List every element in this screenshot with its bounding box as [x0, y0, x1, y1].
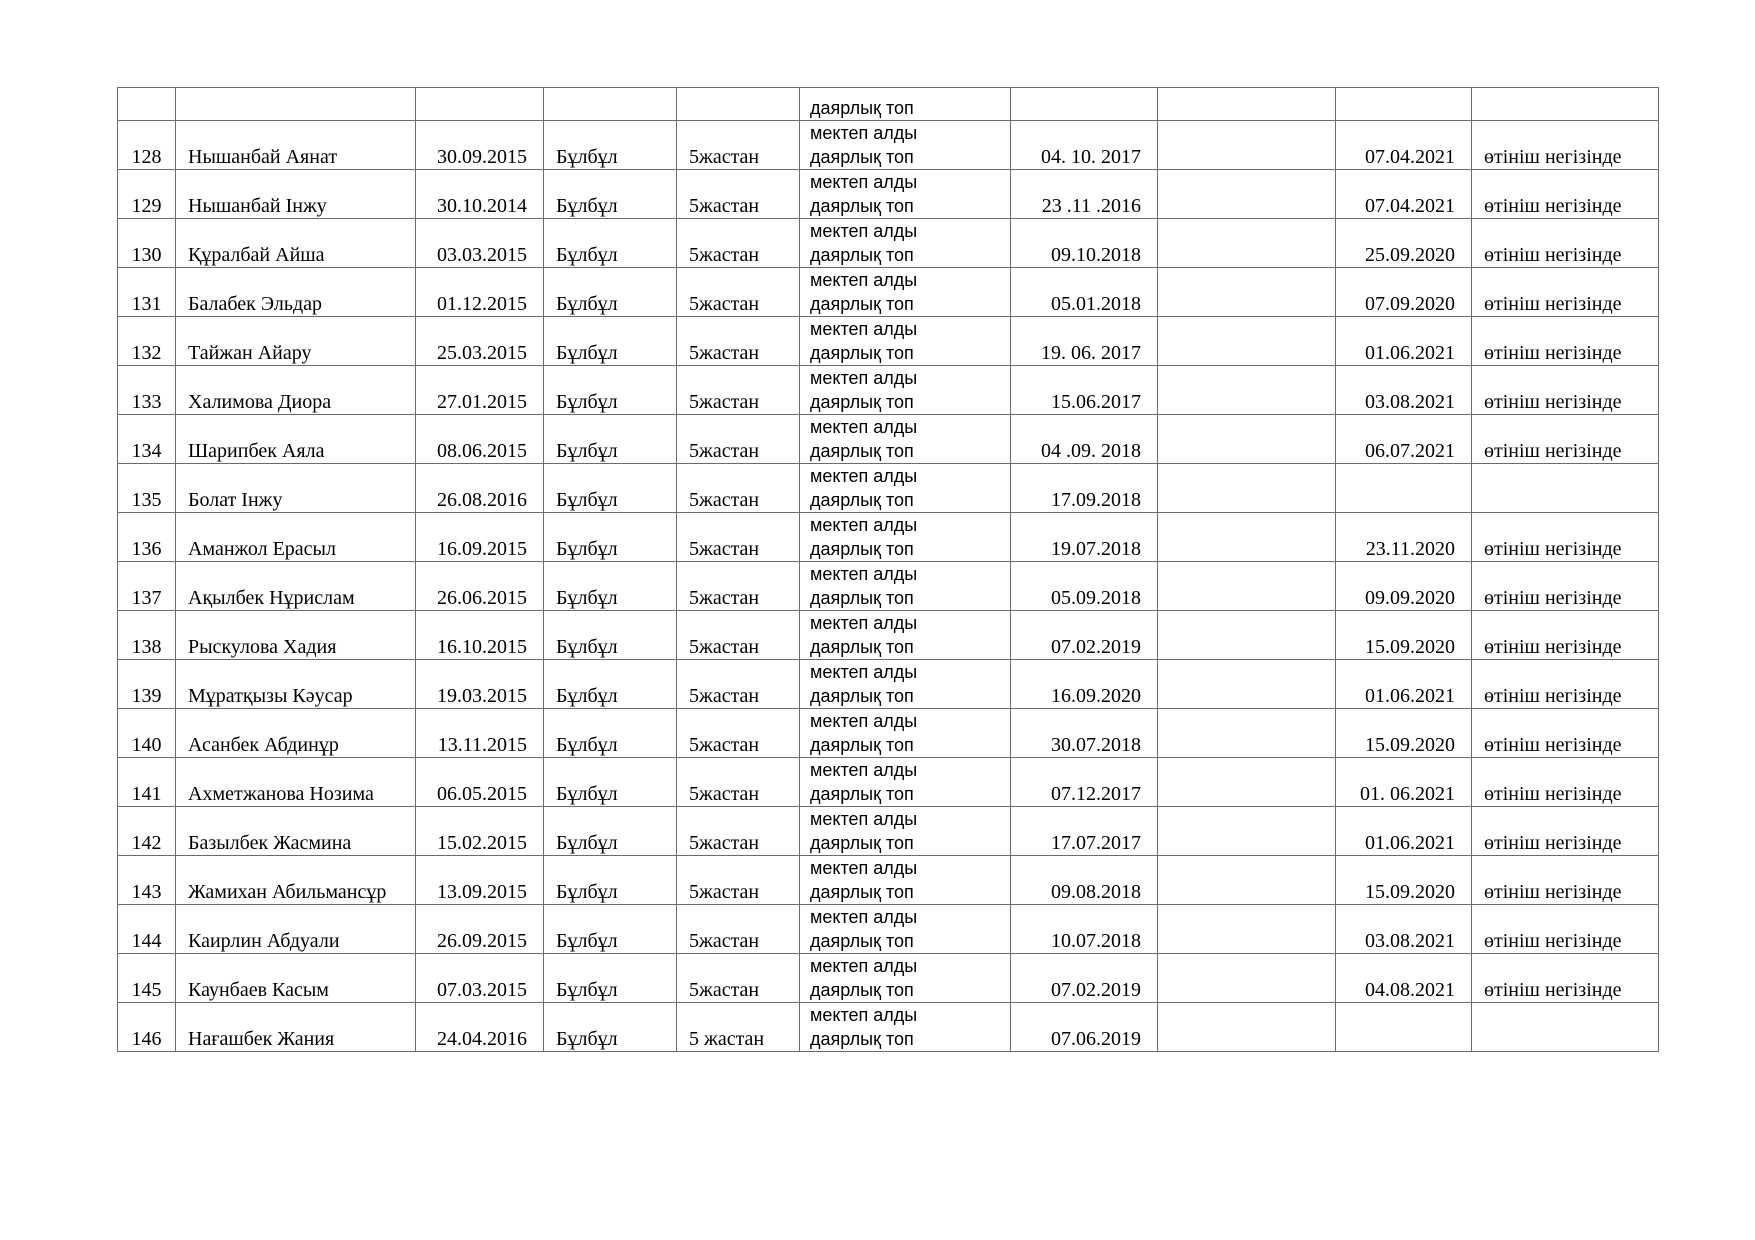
cell-group-type [800, 415, 1011, 464]
cell-age: 5жастан [677, 317, 800, 366]
group-type-line1: мектеп алды [810, 319, 918, 339]
cell-group-type [800, 170, 1011, 219]
cell-birth-date: 30.10.2014 [416, 170, 544, 219]
cell-number: 133 [118, 366, 176, 415]
cell-admitted: 09.10.2018 [1011, 219, 1158, 268]
cell-birth-date: 03.03.2015 [416, 219, 544, 268]
cell-empty [1158, 905, 1336, 954]
cell-admitted: 19. 06. 2017 [1011, 317, 1158, 366]
cell-admitted: 05.09.2018 [1011, 562, 1158, 611]
cell-admitted: 19.07.2018 [1011, 513, 1158, 562]
cell-reason: өтініш негізінде [1472, 170, 1659, 219]
cell-group: Бұлбұл [544, 513, 677, 562]
cell-number: 138 [118, 611, 176, 660]
cell-birth-date: 26.06.2015 [416, 562, 544, 611]
cell-group: Бұлбұл [544, 856, 677, 905]
cell-group: Бұлбұл [544, 121, 677, 170]
group-type-line1: мектеп алды [810, 711, 918, 731]
group-type-line1: мектеп алды [810, 613, 918, 633]
cell-left-date: 09.09.2020 [1336, 562, 1472, 611]
table-row [118, 1003, 1659, 1052]
cell-group-type [800, 758, 1011, 807]
cell-reason [1472, 464, 1659, 513]
cell-empty [1158, 1003, 1336, 1052]
group-type-line2: даярлық топ [810, 784, 914, 804]
group-type-line2: даярлық топ [810, 343, 914, 363]
cell-group: Бұлбұл [544, 366, 677, 415]
cell-name: Ақылбек Нұрислам [176, 562, 416, 611]
cell-name: Нышанбай Аянат [176, 121, 416, 170]
cell-reason: өтініш негізінде [1472, 366, 1659, 415]
cell-group: Бұлбұл [544, 807, 677, 856]
cell-left-date: 03.08.2021 [1336, 366, 1472, 415]
table-row [118, 562, 1659, 611]
cell-group-type [800, 856, 1011, 905]
cell-age: 5жастан [677, 366, 800, 415]
cell-number: 145 [118, 954, 176, 1003]
group-type-line1: мектеп алды [810, 172, 918, 192]
cell-group-type [800, 121, 1011, 170]
group-type-line2: даярлық топ [810, 637, 914, 657]
cell-admitted: 10.07.2018 [1011, 905, 1158, 954]
table-row-continued [118, 88, 1659, 121]
cell-birth-date: 27.01.2015 [416, 366, 544, 415]
cell-birth-date: 16.10.2015 [416, 611, 544, 660]
cell-left-date: 15.09.2020 [1336, 709, 1472, 758]
group-type-line1: мектеп алды [810, 1005, 918, 1025]
cell-group-type [800, 268, 1011, 317]
cell-birth-date: 16.09.2015 [416, 513, 544, 562]
group-type-line2: даярлық топ [810, 441, 914, 461]
cell-empty [1158, 513, 1336, 562]
cell-birth-date: 24.04.2016 [416, 1003, 544, 1052]
cell-age: 5жастан [677, 170, 800, 219]
cell-reason: өтініш негізінде [1472, 219, 1659, 268]
cell-birth-date: 25.03.2015 [416, 317, 544, 366]
cell-age: 5 жастан [677, 1003, 800, 1052]
cell-age [677, 88, 800, 121]
cell-reason: өтініш негізінде [1472, 121, 1659, 170]
cell-group: Бұлбұл [544, 562, 677, 611]
table-row [118, 905, 1659, 954]
cell-reason: өтініш негізінде [1472, 611, 1659, 660]
group-type-line2: даярлық топ [810, 245, 914, 265]
cell-left-date [1336, 464, 1472, 513]
cell-group-type [800, 562, 1011, 611]
cell-group: Бұлбұл [544, 170, 677, 219]
cell-empty [1158, 121, 1336, 170]
cell-group: Бұлбұл [544, 709, 677, 758]
cell-birth-date: 15.02.2015 [416, 807, 544, 856]
table-row [118, 611, 1659, 660]
cell-number: 132 [118, 317, 176, 366]
cell-left-date: 03.08.2021 [1336, 905, 1472, 954]
group-type-line2: даярлық топ [810, 980, 914, 1000]
group-type-line2: даярлық топ [810, 294, 914, 314]
cell-age: 5жастан [677, 415, 800, 464]
cell-age: 5жастан [677, 954, 800, 1003]
cell-group: Бұлбұл [544, 905, 677, 954]
cell-group-type [800, 905, 1011, 954]
cell-reason [1472, 88, 1659, 121]
table-row [118, 219, 1659, 268]
cell-admitted: 16.09.2020 [1011, 660, 1158, 709]
cell-number: 130 [118, 219, 176, 268]
cell-empty [1158, 611, 1336, 660]
cell-age: 5жастан [677, 513, 800, 562]
cell-birth-date: 13.09.2015 [416, 856, 544, 905]
cell-reason: өтініш негізінде [1472, 709, 1659, 758]
cell-group-type [800, 660, 1011, 709]
cell-age: 5жастан [677, 709, 800, 758]
cell-name: Базылбек Жасмина [176, 807, 416, 856]
cell-group-type [800, 317, 1011, 366]
cell-age: 5жастан [677, 660, 800, 709]
cell-empty [1158, 219, 1336, 268]
cell-birth-date: 26.08.2016 [416, 464, 544, 513]
cell-empty [1158, 856, 1336, 905]
cell-reason: өтініш негізінде [1472, 562, 1659, 611]
cell-reason: өтініш негізінде [1472, 807, 1659, 856]
cell-admitted: 17.07.2017 [1011, 807, 1158, 856]
cell-number: 140 [118, 709, 176, 758]
table-row [118, 317, 1659, 366]
cell-empty [1158, 709, 1336, 758]
cell-name: Халимова Диора [176, 366, 416, 415]
group-type-line2: даярлық топ [810, 490, 914, 510]
cell-number: 128 [118, 121, 176, 170]
cell-left-date: 07.04.2021 [1336, 170, 1472, 219]
table-row [118, 513, 1659, 562]
cell-reason: өтініш негізінде [1472, 905, 1659, 954]
cell-age: 5жастан [677, 121, 800, 170]
cell-birth-date: 07.03.2015 [416, 954, 544, 1003]
group-type-line2: даярлық топ [810, 539, 914, 559]
cell-left-date: 07.09.2020 [1336, 268, 1472, 317]
cell-birth-date: 06.05.2015 [416, 758, 544, 807]
cell-number: 143 [118, 856, 176, 905]
group-type-line1: мектеп алды [810, 221, 918, 241]
cell-group: Бұлбұл [544, 611, 677, 660]
cell-empty [1158, 366, 1336, 415]
cell-birth-date: 26.09.2015 [416, 905, 544, 954]
group-type-line2: даярлық топ [810, 1029, 914, 1049]
group-type-line1: мектеп алды [810, 466, 918, 486]
group-type-line1: мектеп алды [810, 907, 918, 927]
cell-name: Ахметжанова Нозима [176, 758, 416, 807]
cell-empty [1158, 317, 1336, 366]
cell-name: Рыскулова Хадия [176, 611, 416, 660]
cell-admitted: 07.02.2019 [1011, 954, 1158, 1003]
cell-age: 5жастан [677, 807, 800, 856]
table-row [118, 268, 1659, 317]
children-register-table [117, 87, 1659, 1052]
cell-group-type [800, 464, 1011, 513]
cell-admitted: 30.07.2018 [1011, 709, 1158, 758]
cell-empty [1158, 758, 1336, 807]
cell-name: Құралбай Айша [176, 219, 416, 268]
group-type-line1: мектеп алды [810, 123, 918, 143]
cell-number: 137 [118, 562, 176, 611]
cell-reason: өтініш негізінде [1472, 268, 1659, 317]
cell-number: 135 [118, 464, 176, 513]
cell-birth-date: 13.11.2015 [416, 709, 544, 758]
cell-age: 5жастан [677, 219, 800, 268]
cell-reason: өтініш негізінде [1472, 660, 1659, 709]
cell-birth-date [416, 88, 544, 121]
cell-number: 146 [118, 1003, 176, 1052]
cell-name: Болат Інжу [176, 464, 416, 513]
group-type-line1: мектеп алды [810, 760, 918, 780]
cell-number: 142 [118, 807, 176, 856]
cell-group: Бұлбұл [544, 219, 677, 268]
table-row [118, 709, 1659, 758]
cell-age: 5жастан [677, 758, 800, 807]
cell-left-date: 04.08.2021 [1336, 954, 1472, 1003]
cell-admitted: 09.08.2018 [1011, 856, 1158, 905]
group-type-line2: даярлық топ [810, 147, 914, 167]
cell-empty [1158, 807, 1336, 856]
cell-group: Бұлбұл [544, 317, 677, 366]
cell-age: 5жастан [677, 856, 800, 905]
cell-name: Мұратқызы Кәусар [176, 660, 416, 709]
group-type-line1: мектеп алды [810, 270, 918, 290]
group-type-line2: даярлық топ [810, 735, 914, 755]
cell-left-date: 01.06.2021 [1336, 317, 1472, 366]
cell-group: Бұлбұл [544, 1003, 677, 1052]
cell-group-type [800, 88, 1011, 121]
table-row [118, 170, 1659, 219]
cell-admitted: 05.01.2018 [1011, 268, 1158, 317]
cell-empty [1158, 415, 1336, 464]
cell-group-type [800, 611, 1011, 660]
cell-age: 5жастан [677, 611, 800, 660]
group-type-line1: мектеп алды [810, 417, 918, 437]
cell-left-date: 07.04.2021 [1336, 121, 1472, 170]
cell-empty [1158, 170, 1336, 219]
cell-left-date: 06.07.2021 [1336, 415, 1472, 464]
cell-age: 5жастан [677, 905, 800, 954]
group-type-line1: мектеп алды [810, 858, 918, 878]
group-type-line2: даярлық топ [810, 882, 914, 902]
cell-empty [1158, 88, 1336, 121]
cell-group: Бұлбұл [544, 415, 677, 464]
cell-left-date: 01. 06.2021 [1336, 758, 1472, 807]
cell-group-type [800, 709, 1011, 758]
cell-birth-date: 30.09.2015 [416, 121, 544, 170]
group-type-line2: даярлық топ [810, 931, 914, 951]
cell-group: Бұлбұл [544, 464, 677, 513]
cell-name: Балабек Эльдар [176, 268, 416, 317]
cell-admitted: 15.06.2017 [1011, 366, 1158, 415]
cell-reason: өтініш негізінде [1472, 415, 1659, 464]
cell-admitted: 07.06.2019 [1011, 1003, 1158, 1052]
cell-name: Тайжан Айару [176, 317, 416, 366]
cell-left-date [1336, 88, 1472, 121]
cell-number: 136 [118, 513, 176, 562]
cell-group [544, 88, 677, 121]
cell-birth-date: 01.12.2015 [416, 268, 544, 317]
cell-number: 134 [118, 415, 176, 464]
cell-empty [1158, 464, 1336, 513]
cell-left-date: 01.06.2021 [1336, 660, 1472, 709]
cell-name: Жамихан Абильмансұр [176, 856, 416, 905]
cell-age: 5жастан [677, 562, 800, 611]
group-type-line1: мектеп алды [810, 515, 918, 535]
cell-admitted: 07.02.2019 [1011, 611, 1158, 660]
table-row [118, 856, 1659, 905]
cell-name: Асанбек Абдинұр [176, 709, 416, 758]
cell-empty [1158, 954, 1336, 1003]
table-row [118, 807, 1659, 856]
group-type-line1: мектеп алды [810, 368, 918, 388]
group-type-line2: даярлық топ [810, 686, 914, 706]
cell-left-date: 15.09.2020 [1336, 856, 1472, 905]
cell-name: Нағашбек Жания [176, 1003, 416, 1052]
table-row [118, 415, 1659, 464]
cell-reason [1472, 1003, 1659, 1052]
cell-group-type [800, 219, 1011, 268]
cell-admitted: 17.09.2018 [1011, 464, 1158, 513]
cell-left-date [1336, 1003, 1472, 1052]
cell-group-type [800, 366, 1011, 415]
group-type-line2: даярлық топ [810, 196, 914, 216]
cell-left-date: 25.09.2020 [1336, 219, 1472, 268]
cell-reason: өтініш негізінде [1472, 513, 1659, 562]
cell-number: 129 [118, 170, 176, 219]
cell-reason: өтініш негізінде [1472, 856, 1659, 905]
cell-name: Каирлин Абдуали [176, 905, 416, 954]
group-type-line1: мектеп алды [810, 662, 918, 682]
cell-admitted: 07.12.2017 [1011, 758, 1158, 807]
cell-reason: өтініш негізінде [1472, 317, 1659, 366]
cell-number [118, 88, 176, 121]
cell-admitted [1011, 88, 1158, 121]
cell-name: Нышанбай Інжу [176, 170, 416, 219]
cell-group-type [800, 954, 1011, 1003]
cell-empty [1158, 660, 1336, 709]
cell-group: Бұлбұл [544, 758, 677, 807]
cell-admitted: 23 .11 .2016 [1011, 170, 1158, 219]
cell-left-date: 01.06.2021 [1336, 807, 1472, 856]
cell-name: Шарипбек Аяла [176, 415, 416, 464]
cell-number: 144 [118, 905, 176, 954]
group-type-line1: мектеп алды [810, 564, 918, 584]
group-type-line2: даярлық топ [810, 588, 914, 608]
table-row [118, 121, 1659, 170]
cell-name: Каунбаев Касым [176, 954, 416, 1003]
cell-number: 141 [118, 758, 176, 807]
cell-admitted: 04 .09. 2018 [1011, 415, 1158, 464]
cell-reason: өтініш негізінде [1472, 758, 1659, 807]
cell-left-date: 23.11.2020 [1336, 513, 1472, 562]
cell-reason: өтініш негізінде [1472, 954, 1659, 1003]
cell-group: Бұлбұл [544, 268, 677, 317]
cell-group-type [800, 513, 1011, 562]
cell-name [176, 88, 416, 121]
cell-empty [1158, 268, 1336, 317]
cell-group-type [800, 1003, 1011, 1052]
group-type-line2: даярлық топ [810, 98, 914, 118]
group-type-line2: даярлық топ [810, 833, 914, 853]
cell-number: 139 [118, 660, 176, 709]
cell-admitted: 04. 10. 2017 [1011, 121, 1158, 170]
table-row [118, 954, 1659, 1003]
cell-left-date: 15.09.2020 [1336, 611, 1472, 660]
cell-age: 5жастан [677, 268, 800, 317]
table-row [118, 464, 1659, 513]
cell-group-type [800, 807, 1011, 856]
table-row [118, 758, 1659, 807]
cell-group: Бұлбұл [544, 954, 677, 1003]
group-type-line1: мектеп алды [810, 809, 918, 829]
table-row [118, 660, 1659, 709]
cell-age: 5жастан [677, 464, 800, 513]
cell-group: Бұлбұл [544, 660, 677, 709]
group-type-line2: даярлық топ [810, 392, 914, 412]
group-type-line1: мектеп алды [810, 956, 918, 976]
cell-birth-date: 19.03.2015 [416, 660, 544, 709]
cell-name: Аманжол Ерасыл [176, 513, 416, 562]
cell-birth-date: 08.06.2015 [416, 415, 544, 464]
cell-empty [1158, 562, 1336, 611]
table-row [118, 366, 1659, 415]
cell-number: 131 [118, 268, 176, 317]
